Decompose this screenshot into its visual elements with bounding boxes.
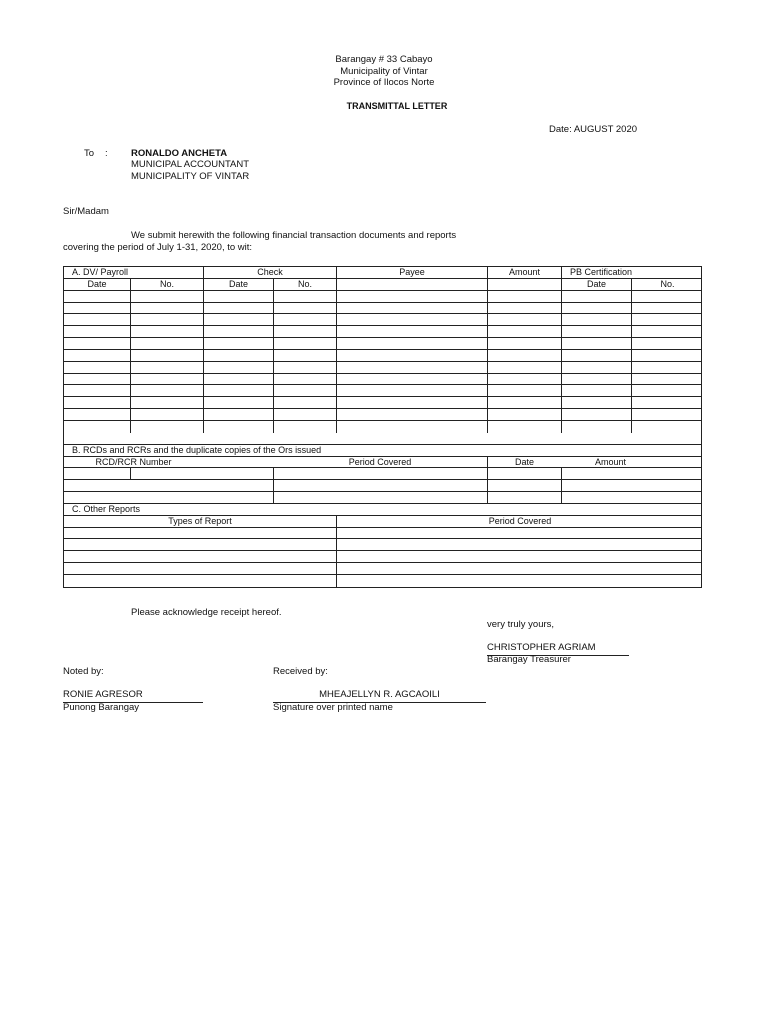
treasurer-name: CHRISTOPHER AGRIAM (487, 642, 596, 653)
received-by-caption: Signature over printed name (273, 702, 393, 713)
section-a-cell (487, 362, 561, 373)
section-a-cell (130, 291, 203, 302)
section-a-cell (273, 350, 336, 361)
section-a-cell (64, 421, 130, 433)
section-a-cell (130, 350, 203, 361)
period-covered-header-c: Period Covered (336, 516, 703, 527)
section-a-blank-row (64, 421, 701, 433)
check-date-header: Date (203, 279, 273, 290)
noted-by-name: RONIE AGRESOR (63, 689, 143, 700)
section-a-cell (203, 421, 273, 433)
rcd-cell (64, 480, 273, 491)
section-a-cell (487, 385, 561, 396)
amount-cell (561, 492, 703, 503)
period-cell (273, 492, 487, 503)
section-b-row (64, 480, 701, 492)
section-a-cell (203, 338, 273, 349)
date-cell (487, 480, 561, 491)
section-a-cell (487, 409, 561, 420)
section-c-cell (64, 539, 336, 550)
section-a-cell (561, 326, 631, 337)
dv-date-header: Date (87, 278, 107, 289)
very-truly-yours: very truly yours, (487, 619, 555, 630)
section-c-blank-row (64, 563, 701, 575)
addressee-office: MUNICIPALITY OF VINTAR (131, 171, 250, 182)
section-c-cell (336, 563, 703, 574)
section-a-cell (336, 374, 487, 385)
section-a-cell (203, 385, 273, 396)
section-a-cell (487, 421, 561, 433)
period-cell (273, 480, 487, 491)
section-a-cell (561, 409, 631, 420)
to-label: To (84, 148, 95, 159)
amount-header: Amount (487, 267, 561, 278)
section-a-cell (130, 314, 203, 325)
section-a-cell (203, 326, 273, 337)
section-a-cell (336, 291, 487, 302)
section-a-blank-row (64, 291, 701, 303)
to-colon: : (105, 148, 108, 159)
rcd-number-header: RCD/RCR Number (95, 456, 172, 467)
section-a-cell (130, 421, 203, 433)
section-a-cell (64, 362, 130, 373)
payee-header: Payee (336, 267, 487, 278)
received-by-label: Received by: (273, 666, 328, 677)
section-a-blank-row (64, 303, 701, 315)
section-a-cell (64, 374, 130, 385)
date-cell (487, 468, 561, 479)
letter-date: Date: AUGUST 2020 (549, 124, 638, 135)
addressee-name: RONALDO ANCHETA (131, 148, 228, 159)
section-a-subheader-row (64, 279, 701, 291)
section-a-cell (273, 409, 336, 420)
section-a-cell (273, 303, 336, 314)
section-c-blank-row (64, 575, 701, 587)
section-a-cell (561, 303, 631, 314)
salutation: Sir/Madam (63, 206, 109, 217)
section-a-cell (561, 338, 631, 349)
section-a-cell (273, 362, 336, 373)
amount-header-b: Amount (594, 456, 627, 467)
section-a-header-row (64, 267, 701, 279)
section-a-cell (631, 409, 703, 420)
section-c-blank-row (64, 528, 701, 540)
rcd-cell (64, 492, 273, 503)
section-a-cell (130, 409, 203, 420)
section-a-cell (631, 362, 703, 373)
section-c-blank-row (64, 539, 701, 551)
types-of-report-header: Types of Report (168, 515, 232, 526)
section-a-cell (203, 291, 273, 302)
section-a-cell (64, 291, 130, 302)
section-c-cell (64, 528, 336, 539)
municipality-name: Municipality of Vintar (340, 66, 428, 77)
section-a-cell (631, 338, 703, 349)
section-a-cell (561, 314, 631, 325)
section-c-blank-row (64, 551, 701, 563)
section-a-cell (64, 303, 130, 314)
section-a-cell (273, 314, 336, 325)
section-b-row (64, 468, 701, 480)
section-a-cell (487, 350, 561, 361)
section-a-cell (273, 338, 336, 349)
period-cell (273, 468, 487, 479)
section-a-blank-row (64, 338, 701, 350)
date-cell (487, 492, 561, 503)
addressee-position: MUNICIPAL ACCOUNTANT (131, 159, 250, 170)
section-a-cell (487, 397, 561, 408)
section-c-cell (336, 575, 703, 587)
section-a-cell (336, 409, 487, 420)
section-a-cell (631, 326, 703, 337)
treasurer-title: Barangay Treasurer (487, 654, 571, 665)
section-a-cell (336, 397, 487, 408)
section-c-cell (336, 551, 703, 562)
section-a-cell (631, 314, 703, 325)
pb-date-header: Date (561, 279, 631, 290)
section-a-cell (203, 397, 273, 408)
section-c-label-row (64, 504, 701, 516)
date-header-b: Date (487, 457, 561, 468)
section-a-cell (273, 421, 336, 433)
noted-by-label: Noted by: (63, 666, 104, 677)
section-a-blank-row (64, 397, 701, 409)
section-a-blank-row (64, 314, 701, 326)
section-a-cell (64, 350, 130, 361)
period-covered-header-b: Period Covered (348, 456, 412, 467)
section-b-row (64, 492, 701, 504)
province-name: Province of Ilocos Norte (333, 77, 435, 88)
section-a-cell (64, 409, 130, 420)
section-a-blank-row (64, 326, 701, 338)
section-a-cell (561, 291, 631, 302)
section-c-header-row (64, 516, 701, 528)
section-a-label: A. DV/ Payroll (72, 267, 129, 277)
section-a-cell (273, 291, 336, 302)
section-a-spacer-row (64, 433, 701, 445)
section-a-cell (336, 362, 487, 373)
section-a-cell (130, 362, 203, 373)
section-a-cell (203, 314, 273, 325)
section-a-cell (273, 374, 336, 385)
body-paragraph-line2: covering the period of July 1-31, 2020, to wit: (63, 242, 253, 253)
section-a-cell (336, 421, 487, 433)
barangay-name: Barangay # 33 Cabayo (335, 54, 433, 65)
section-a-cell (631, 397, 703, 408)
section-a-cell (130, 326, 203, 337)
section-a-cell (631, 385, 703, 396)
section-a-cell (561, 350, 631, 361)
section-c-cell (336, 539, 703, 550)
acknowledge-text: Please acknowledge receipt hereof. (131, 607, 282, 618)
section-a-cell (130, 397, 203, 408)
section-c-cell (64, 563, 336, 574)
section-a-cell (64, 338, 130, 349)
check-no-header: No. (273, 279, 336, 290)
section-a-cell (64, 385, 130, 396)
section-c-cell (64, 575, 336, 587)
section-a-cell (64, 314, 130, 325)
section-b-label: B. RCDs and RCRs and the duplicate copies of the Ors issued (72, 444, 322, 455)
section-a-blank-row (64, 374, 701, 386)
section-a-cell (336, 338, 487, 349)
received-by-name: MHEAJELLYN R. AGCAOILI (319, 689, 440, 700)
section-a-cell (336, 303, 487, 314)
pb-no-header: No. (631, 279, 703, 290)
pb-certification-header: PB Certification (561, 267, 703, 278)
rcd-cell-a (64, 468, 130, 479)
section-a-cell (336, 326, 487, 337)
section-b-header-row (64, 457, 701, 469)
payee-sub-cell (336, 279, 487, 290)
section-a-blank-row (64, 409, 701, 421)
section-b-label-row (64, 445, 701, 457)
section-a-cell (631, 421, 703, 433)
section-a-cell (336, 350, 487, 361)
section-a-cell (130, 303, 203, 314)
section-a-cell (487, 314, 561, 325)
section-a-blank-row (64, 362, 701, 374)
section-a-cell (631, 303, 703, 314)
section-a-cell (631, 350, 703, 361)
section-a-cell (561, 374, 631, 385)
section-a-cell (336, 314, 487, 325)
body-paragraph-line1: We submit herewith the following financial transaction documents and reports (131, 230, 457, 241)
section-c-label: C. Other Reports (72, 503, 141, 514)
section-a-cell (487, 326, 561, 337)
section-a-cell (203, 409, 273, 420)
dv-no-header: No. (130, 279, 203, 290)
section-a-cell (336, 385, 487, 396)
section-a-cell (273, 397, 336, 408)
noted-by-title: Punong Barangay (63, 702, 140, 713)
section-a-cell (487, 374, 561, 385)
amount-cell (561, 480, 703, 491)
transmittal-table (63, 266, 702, 588)
section-a-cell (561, 421, 631, 433)
section-c-cell (336, 528, 703, 539)
section-a-cell (631, 291, 703, 302)
amount-cell (561, 468, 703, 479)
section-a-cell (487, 291, 561, 302)
section-a-cell (561, 385, 631, 396)
section-c-cell (64, 551, 336, 562)
section-a-cell (130, 374, 203, 385)
section-a-cell (203, 374, 273, 385)
section-a-cell (130, 338, 203, 349)
section-a-cell (631, 374, 703, 385)
document-title: TRANSMITTAL LETTER (346, 101, 448, 111)
section-a-cell (203, 303, 273, 314)
amount-sub-cell (487, 279, 561, 290)
section-a-cell (203, 350, 273, 361)
section-a-cell (64, 397, 130, 408)
check-header: Check (203, 267, 336, 278)
section-a-cell (487, 303, 561, 314)
section-a-cell (487, 338, 561, 349)
section-a-cell (561, 362, 631, 373)
section-a-blank-row (64, 385, 701, 397)
section-a-cell (273, 326, 336, 337)
section-a-cell (273, 385, 336, 396)
section-a-blank-row (64, 350, 701, 362)
section-a-cell (561, 397, 631, 408)
section-a-cell (203, 362, 273, 373)
section-a-cell (64, 326, 130, 337)
section-a-cell (130, 385, 203, 396)
rcd-cell-b (130, 468, 273, 479)
